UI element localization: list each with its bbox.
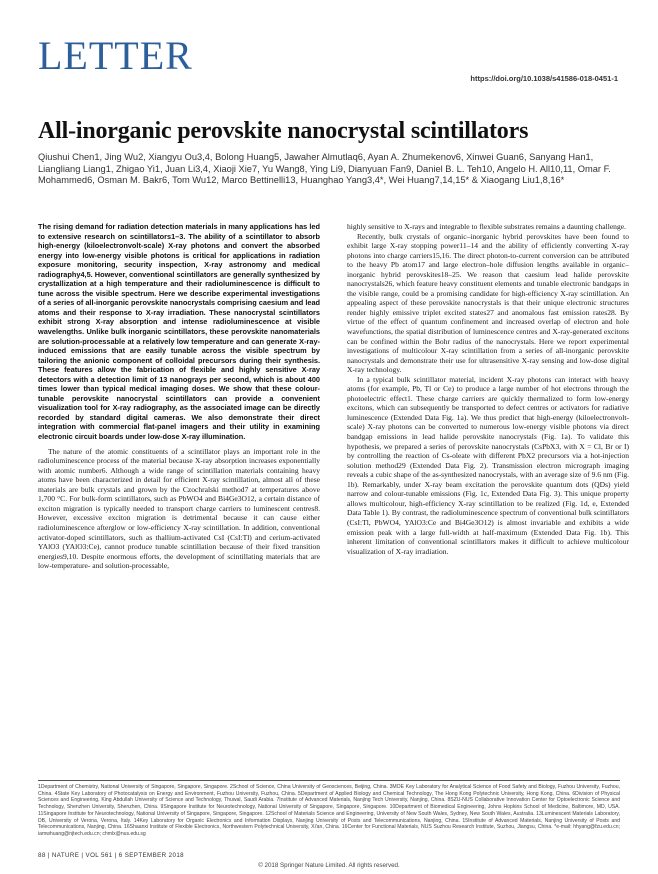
- affiliations: 1Department of Chemistry, National University of Singapore, Singapore, Singapore. 2School of Science, China University of Geosciences, Beijing, China. 3MOE Key Laboratory for Analytical Science of Food Safety and Biology, Fuzhou University, Fuzhou, China. 4State Key Laboratory of Photocatalysis on Energy and Environment, Fuzhou University, Fuzhou, China. 5Department of Applied Biology and Chemical Technology, The Hong Kong Polytechnic University, Hong Kong, China. 6Division of Physical Sciences and Engineering, King Abdullah University of Science and Technology, Thuwal, Saudi Arabia. 7Institute of Advanced Materials, Nanjing Tech University, Nanjing, China. 8SZU-NUS Collaborative Innovation Center for Optoelectronic Science and Technology, Shenzhen University, Shenzhen, China. 9Singapore Institute for Neurotechnology, National University of Singapore, Singapore, Singapore. 10Department of Biomedical Engineering, Johns Hopkins School of Medicine, Baltimore, MD, USA. 11Singapore Institute for Neurotechnology, National University of Singapore, Singapore, Singapore. 12School of Materials Science and Engineering, University of New South Wales, Sydney, New South Wales, Australia. 13Luminescent Materials Laboratory, DB, University of Verona, Verona, Italy. 14Key Laboratory for Organic Electronics and Information Displays, Nanjing University of Posts and Telecommunications, Nanjing, China. 15Institute of Advanced Materials, Nanjing University of Posts and Telecommunications, Nanjing, China. 16Shaanxi Institute of Flexible Electronics, Northwestern Polytechnical University, Xi'an, China. 16Center for Functional Materials, NUS Suzhou Research Institute, Suzhou, Jiangsu, China. *e-mail: hhyang@fzu.edu.cn; iamwhuang@njtech.edu.cn; chmlx@nus.edu.sg: [38, 784, 620, 837]
- doi-link[interactable]: https://doi.org/10.1038/s41586-018-0451-1: [470, 74, 618, 83]
- abstract: The rising demand for radiation detection materials in many applications has led to extensive research on scintillators1–3. The ability of a scintillator to absorb high-energy (kiloelectronvolt-scale) X-ray photons and convert the absorbed energy into low-energy visible photons is critical for applications in radiation exposure monitoring, security inspection, X-ray astronomy and medical radiography4,5. However, conventional scintillators are generally synthesized by crystallization at a high temperature and their radioluminescence is difficult to tune across the visible spectrum. Here we describe experimental investigations of a series of all-inorganic perovskite nanocrystals comprising caesium and lead atoms and their response to X-ray irradiation. These nanocrystal scintillators exhibit strong X-ray absorption and intense radioluminescence at visible wavelengths. Unlike bulk inorganic scintillators, these perovskite nanomaterials are solution-processable at a relatively low temperature and can generate X-ray-induced emissions that are easily tunable across the visible spectrum by tailoring the anionic component of colloidal precursors during their synthesis. These features allow the fabrication of flexible and highly sensitive X-ray detectors with a detection limit of 13 nanograys per second, which is about 400 times lower than typical medical imaging doses. We show that these colour-tunable perovskite nanocrystal scintillators can provide a convenient visualization tool for X-ray radiography, as the associated image can be directly recorded by standard digital cameras. We also demonstrate their direct integration with commercial flat-panel imagers and their utility in examining electronic circuit boards under low-dose X-ray illumination.: [38, 222, 321, 442]
- body-paragraph: Recently, bulk crystals of organic–inorganic hybrid perovskites have been found to exhibit large X-ray stopping power11–14 and the ability of efficiently converting X-ray photons into charge carriers15,16. The direct photon-to-current conversion can be attributed to the heavy Pb atom17 and large electron–hole diffusion lengths available in organic–inorganic hybrid perovskites18–25. We reason that caesium lead halide perovskite nanocrystals26, which feature heavy constituent elements and tunable electronic bandgaps in the visible range, could be a promising candidate for high-efficiency X-ray scintillation. An appealing aspect of these perovskite nanocrystals is that their unique electronic structures render highly emissive triplet excited states27 and anomalous fast emission rates28. By virtue of the effect of quantum confinement and increased overlap of electron and hole wavefunctions, the spatial distribution of luminescence centres and X-ray-generated excitons can be confined within the Bohr radius of the nanocrystals. Here we report experimental investigations of multicolour X-ray scintillation from a series of all-inorganic perovskite nanocrystals and demonstrate their use for ultrasensitive X-ray sensing and low-dose digital X-ray technology.: [347, 231, 629, 375]
- body-paragraph: The nature of the atomic constituents of a scintillator plays an important role in the radioluminescence process of the material because X-ray absorption increases exponentially with atomic number6. Although a wide range of scintillation materials containing heavy atoms have been characterized in detail for efficient X-ray scintillation, almost all of these materials are bulk crystals and grown by the Czochralski method7 at temperatures above 1,700 °C. For bulk-form scintillators, such as PbWO4 and Bi4Ge3O12, a certain distance of exciton migration is typically needed to transport charge carriers to luminescent centres8. However, excessive exciton migration is detrimental because it can cause either radioluminescence afterglow or low-efficiency X-ray scintillation. In addition, conventional activator-doped scintillators, such as thallium-activated CsI (CsI:Tl) and cerium-activated YAlO3 (YAlO3:Ce), cannot produce tunable scintillation because of their fixed transition energies9,10. Despite enormous efforts, the development of scintillating materials that are low-temperature- and solution-processable,: [38, 446, 320, 571]
- left-column: [38, 222, 320, 571]
- body-paragraph: In a typical bulk scintillator material, incident X-ray photons can interact with heavy atoms (for example, Pb, Tl or Ce) to produce a large number of hot electrons through the photoelectric effect1. These charge carriers are quickly thermalized to form low-energy excitons, which can subsequently be transported to defect centres or activators for radiative luminescence (Extended Data Fig. 1a). We thus predict that high-energy (kiloelectronvolt-scale) X-ray photons can be converted to numerous low-energy visible photons via direct bandgap emissions in lead halide perovskite nanocrystals (Fig. 1a). To validate this hypothesis, we prepared a series of perovskite nanocrystals (CsPbX3, with X = Cl, Br or I) by controlling the reaction of Cs-oleate with different PbX2 precursors via a hot-injection solution method29 (Extended Data Fig. 2). Transmission electron micrograph imaging reveals a cubic shape of the as-synthesized nanocrystals, with an average size of 9.6 nm (Fig. 1b). Remarkably, under X-ray beam excitation the perovskite quantum dots (QDs) yield narrow and colour-tunable emissions (Fig. 1c, Extended Data Fig. 3). This unique property allows multicolour, high-efficiency X-ray scintillation to be realized (Fig. 1d, e, Extended Data Table 1). By contrast, the radioluminescence spectrum of conventional bulk scintillators (CsI:Tl, PbWO4, YAlO3:Ce and Bi4Ge3O12) is almost invariable and exhibits a wide emission peak with a large full-width at half-maximum (Extended Data Fig. 1b). This inherent limitation of conventional scintillators makes it difficult to achieve multicolour visualization of X-ray irradiation.: [347, 374, 629, 556]
- article-title: All-inorganic perovskite nanocrystal scintillators: [38, 118, 529, 144]
- copyright: © 2018 Springer Nature Limited. All rights reserved.: [258, 862, 400, 869]
- body-paragraph: highly sensitive to X-rays and integrable to flexible substrates remains a daunting challenge.: [347, 222, 626, 231]
- right-column: [347, 222, 629, 556]
- section-label: LETTER: [38, 33, 193, 78]
- author-list: Qiushui Chen1, Jing Wu2, Xiangyu Ou3,4, Bolong Huang5, Jawaher Almutlaq6, Ayan A. Zhumekenov6, Xinwei Guan6, Sanyang Han1, Liangliang Liang1, Zhigao Yi1, Juan Li3,4, Xiaoji Xie7, Yu Wang8, Ying Li9, Dianyuan Fan9, Daniel B. L. Teh10, Angelo H. All10,11, Omar F. Mohammed6, Osman M. Bakr6, Tom Wu12, Marco Bettinelli13, Huanghao Yang3,4*, Wei Huang7,14,15* & Xiaogang Liu1,8,16*: [38, 152, 611, 186]
- footnote-divider: [38, 780, 620, 781]
- page-info: 88 | NATURE | VOL 561 | 6 SEPTEMBER 2018: [38, 852, 184, 859]
